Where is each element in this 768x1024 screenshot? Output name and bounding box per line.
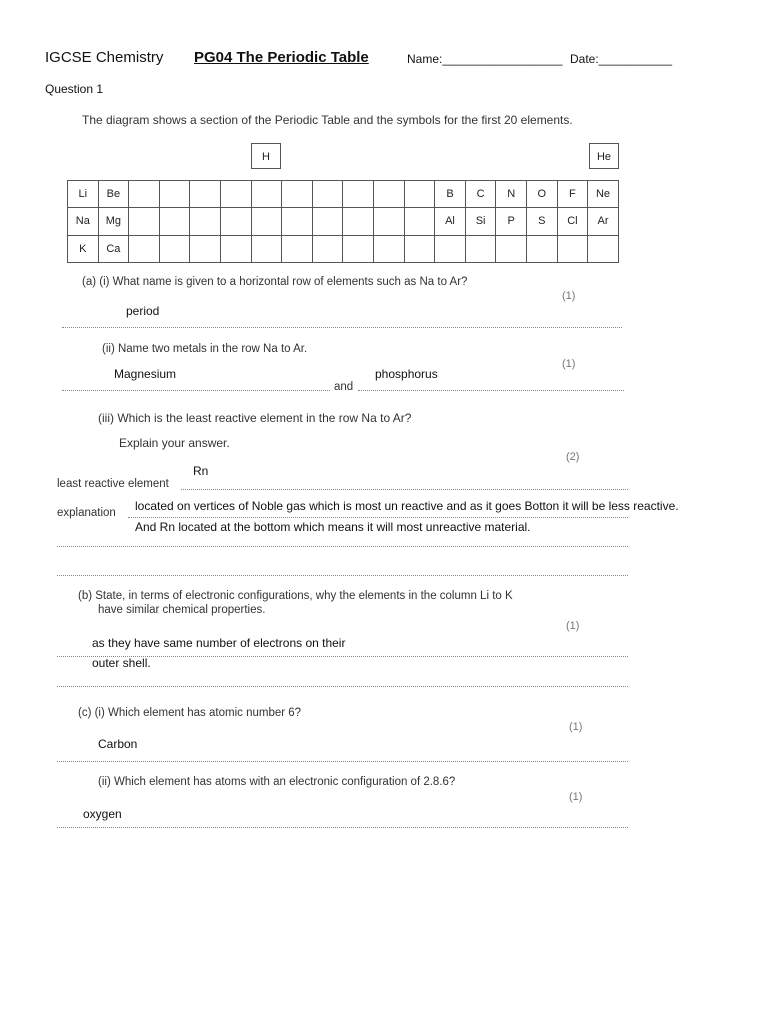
label-explanation: explanation xyxy=(57,507,116,519)
mark-c-i: (1) xyxy=(569,721,583,733)
answer-element: Rn xyxy=(193,464,209,478)
empty-cell xyxy=(189,207,221,235)
question-b-line1: (b) State, in terms of electronic configurations, why the elements in the column Li to K xyxy=(78,590,513,602)
answer-b-line2: outer shell. xyxy=(92,656,151,670)
element-Ne: Ne xyxy=(587,180,619,208)
empty-cell xyxy=(281,207,313,235)
answer-line xyxy=(181,489,628,490)
element-N: N xyxy=(495,180,527,208)
empty-cell xyxy=(128,235,160,263)
element-Al: Al xyxy=(434,207,466,235)
explanation-line-2: And Rn located at the bottom which means it will most unreactive material. xyxy=(135,520,531,534)
empty-cell xyxy=(220,180,252,208)
empty-cell xyxy=(251,207,283,235)
name-field: Name:__________________ xyxy=(407,52,563,66)
question-c-ii: (ii) Which element has atoms with an electronic configuration of 2.8.6? xyxy=(98,776,456,788)
answer-line xyxy=(62,327,622,328)
empty-cell xyxy=(159,207,191,235)
mark-a-i: (1) xyxy=(562,290,576,302)
empty-cell xyxy=(587,235,619,263)
empty-cell xyxy=(404,235,436,263)
question-label: Question 1 xyxy=(45,82,104,96)
empty-cell xyxy=(465,235,497,263)
answer-a-ii-1: Magnesium xyxy=(114,367,177,381)
empty-cell xyxy=(220,235,252,263)
answer-c-i: Carbon xyxy=(98,737,138,751)
empty-cell xyxy=(159,235,191,263)
empty-cell xyxy=(128,180,160,208)
empty-cell xyxy=(312,180,344,208)
element-F: F xyxy=(557,180,589,208)
intro-text: The diagram shows a section of the Periodic Table and the symbols for the first 20 elements. xyxy=(82,113,573,127)
answer-line xyxy=(57,546,628,547)
question-a-iii-explain: Explain your answer. xyxy=(119,436,230,450)
empty-cell xyxy=(220,207,252,235)
empty-cell xyxy=(434,235,466,263)
question-b-line2: have similar chemical properties. xyxy=(98,604,266,616)
empty-cell xyxy=(312,207,344,235)
empty-cell xyxy=(189,180,221,208)
empty-cell xyxy=(404,207,436,235)
element-H: H xyxy=(251,143,281,169)
answer-b-line1: as they have same number of electrons on their xyxy=(92,636,346,650)
empty-cell xyxy=(189,235,221,263)
element-Mg: Mg xyxy=(98,207,130,235)
empty-cell xyxy=(373,180,405,208)
question-a-ii: (ii) Name two metals in the row Na to Ar. xyxy=(102,343,308,355)
label-least-reactive: least reactive element xyxy=(57,478,169,490)
and-label: and xyxy=(334,381,354,393)
element-Cl: Cl xyxy=(557,207,589,235)
answer-a-ii-2: phosphorus xyxy=(375,367,438,381)
explanation-line-1: located on vertices of Noble gas which is most un reactive and as it goes Botton it will be less reactive. xyxy=(135,499,679,513)
answer-line xyxy=(62,390,330,391)
empty-cell xyxy=(526,235,558,263)
course-title: IGCSE Chemistry xyxy=(45,49,164,66)
element-B: B xyxy=(434,180,466,208)
element-C: C xyxy=(465,180,497,208)
element-Na: Na xyxy=(67,207,99,235)
mark-a-ii: (1) xyxy=(562,358,576,370)
mark-b: (1) xyxy=(566,620,580,632)
empty-cell xyxy=(128,207,160,235)
element-K: K xyxy=(67,235,99,263)
empty-cell xyxy=(495,235,527,263)
empty-cell xyxy=(342,235,374,263)
date-field: Date:___________ xyxy=(570,52,673,66)
empty-cell xyxy=(557,235,589,263)
empty-cell xyxy=(373,235,405,263)
element-Ca: Ca xyxy=(98,235,130,263)
answer-a-i: period xyxy=(126,304,160,318)
empty-cell xyxy=(159,180,191,208)
mark-a-iii: (2) xyxy=(566,451,580,463)
element-S: S xyxy=(526,207,558,235)
answer-c-ii: oxygen xyxy=(83,807,122,821)
answer-line xyxy=(57,686,628,687)
empty-cell xyxy=(251,235,283,263)
empty-cell xyxy=(281,180,313,208)
question-a-iii: (iii) Which is the least reactive element in the row Na to Ar? xyxy=(98,411,412,425)
answer-line xyxy=(57,827,628,828)
element-Li: Li xyxy=(67,180,99,208)
worksheet-title: PG04 The Periodic Table xyxy=(194,49,369,66)
empty-cell xyxy=(342,207,374,235)
empty-cell xyxy=(404,180,436,208)
empty-cell xyxy=(312,235,344,263)
element-Si: Si xyxy=(465,207,497,235)
question-c-i: (c) (i) Which element has atomic number 6? xyxy=(78,707,302,719)
element-O: O xyxy=(526,180,558,208)
empty-cell xyxy=(251,180,283,208)
question-a-i: (a) (i) What name is given to a horizontal row of elements such as Na to Ar? xyxy=(82,276,468,288)
answer-line xyxy=(57,761,628,762)
element-Be: Be xyxy=(98,180,130,208)
empty-cell xyxy=(342,180,374,208)
element-He: He xyxy=(589,143,619,169)
answer-line xyxy=(57,575,628,576)
mark-c-ii: (1) xyxy=(569,791,583,803)
element-P: P xyxy=(495,207,527,235)
answer-line xyxy=(128,517,628,518)
element-Ar: Ar xyxy=(587,207,619,235)
answer-line xyxy=(358,390,624,391)
empty-cell xyxy=(373,207,405,235)
empty-cell xyxy=(281,235,313,263)
